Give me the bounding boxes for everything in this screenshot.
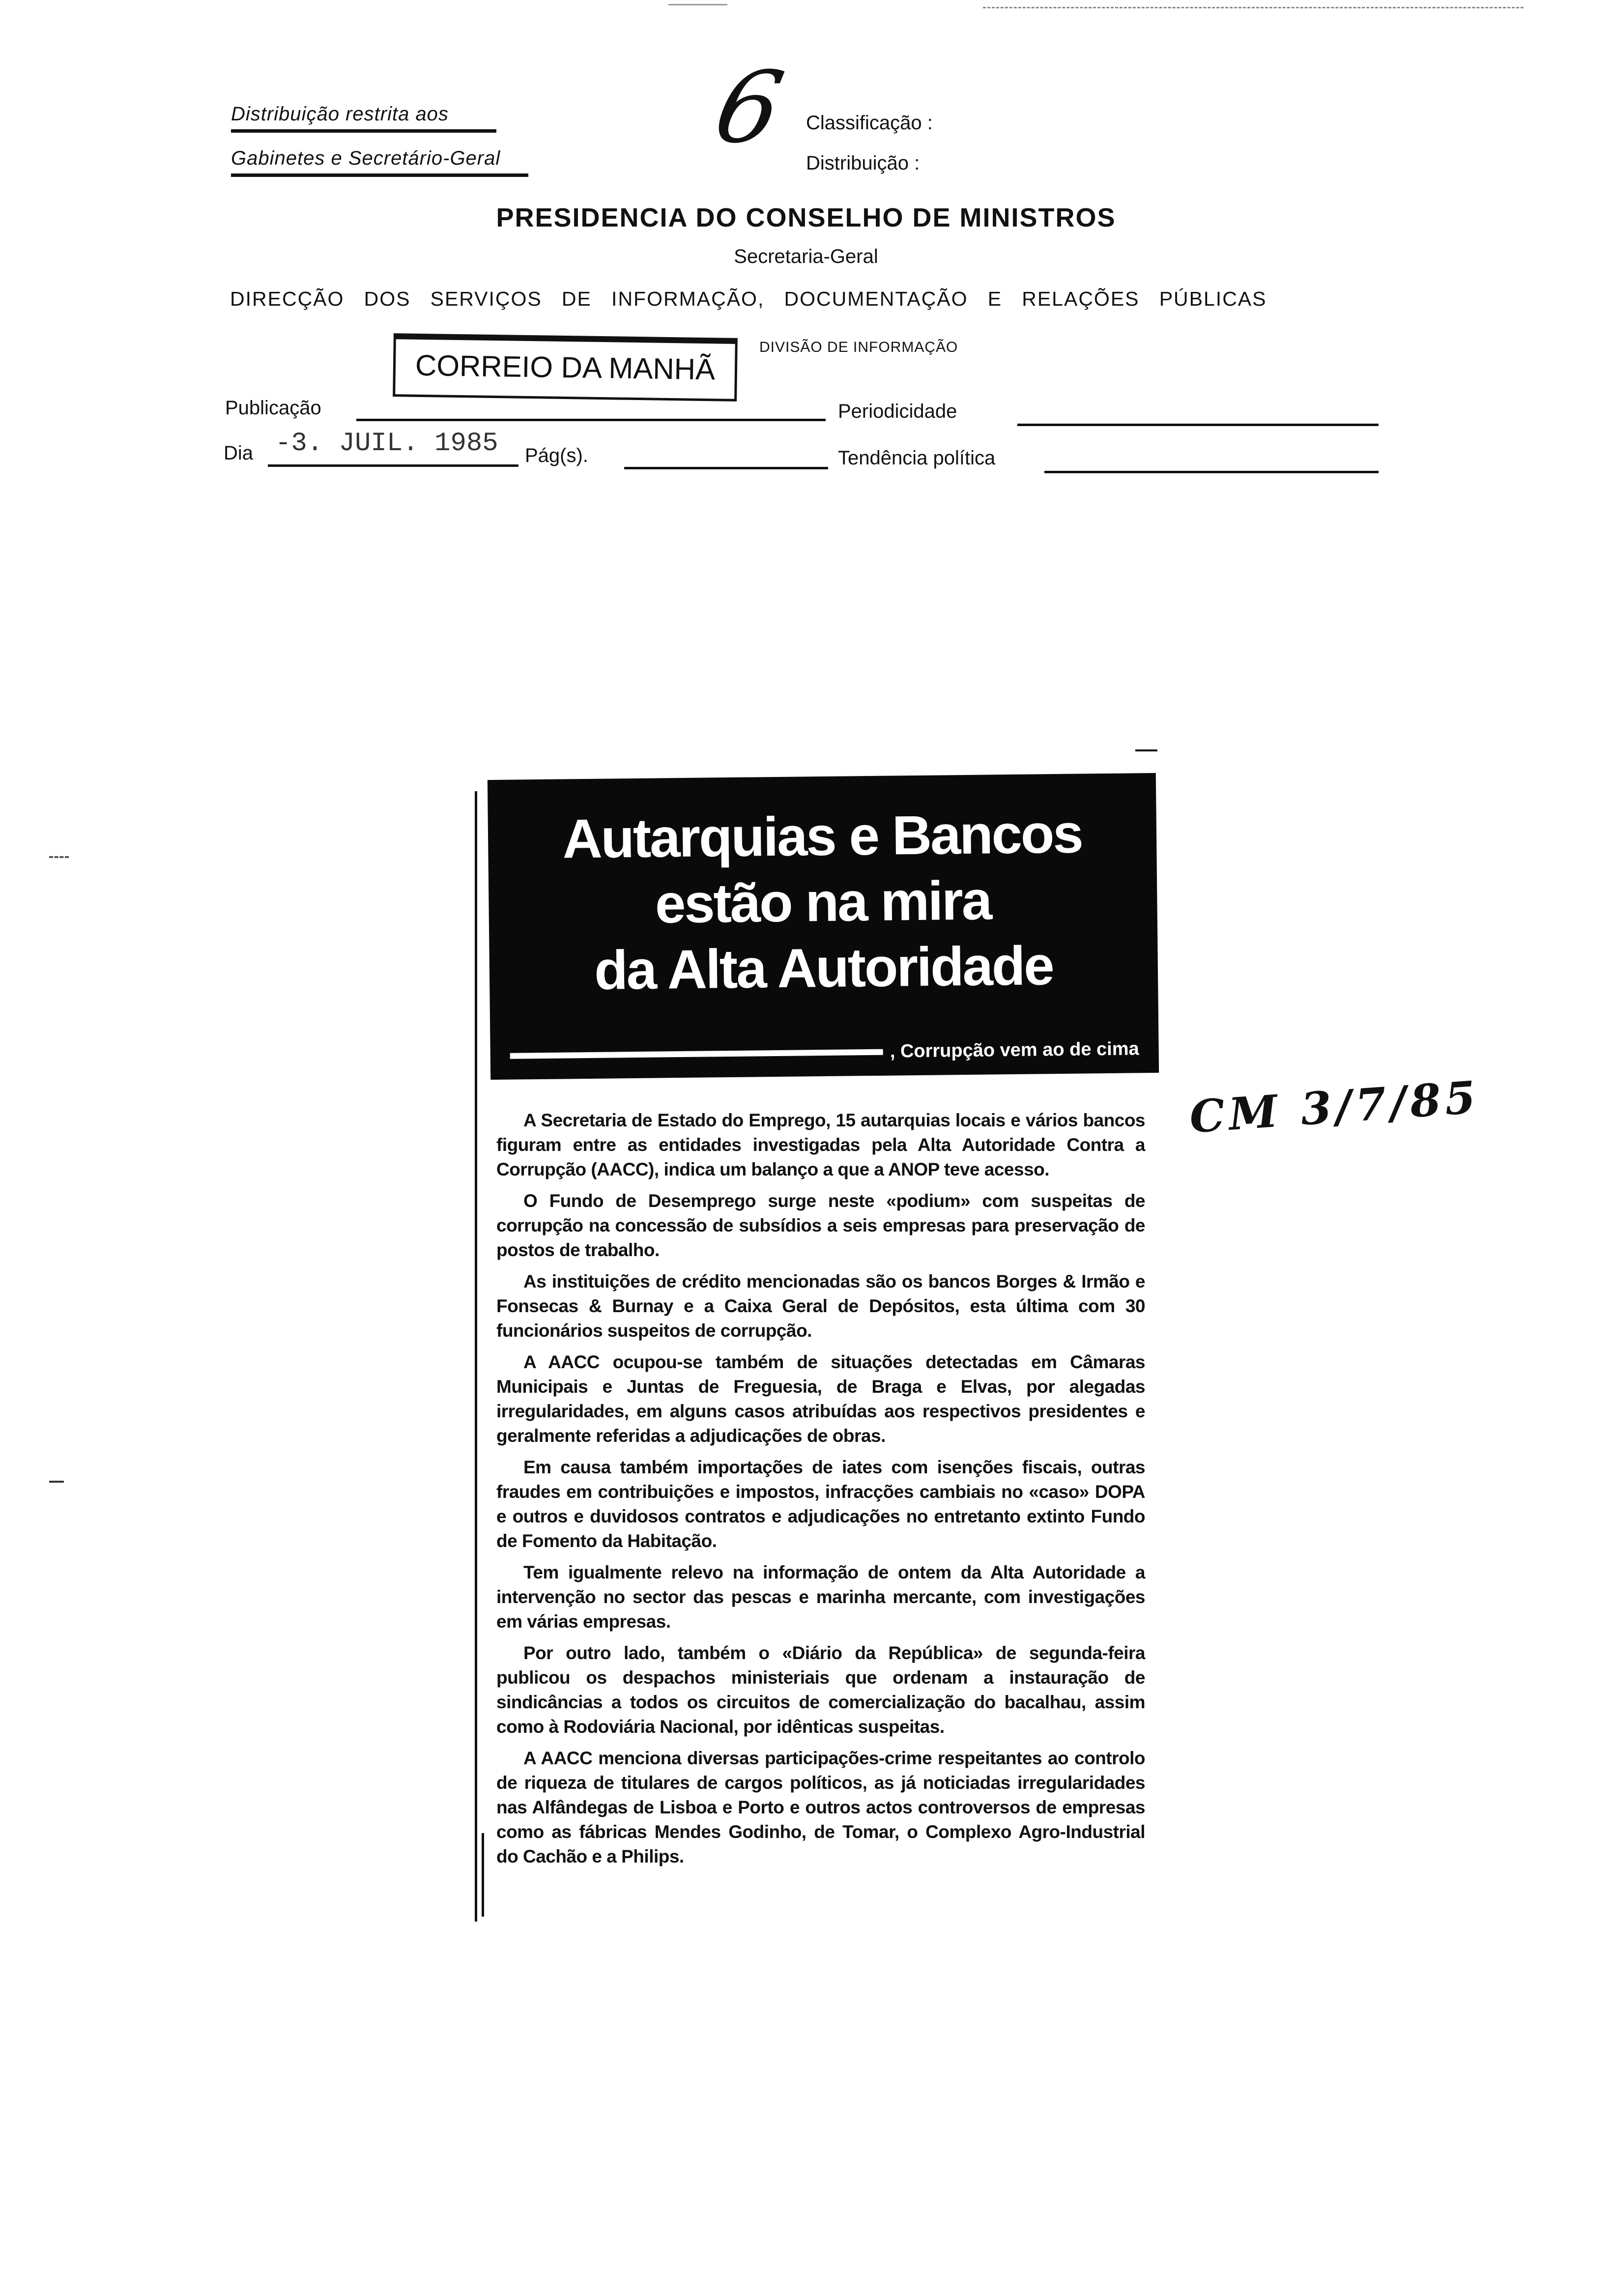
distribution-line-2: Gabinetes e Secretário-Geral xyxy=(231,147,528,177)
handwritten-page-number: 6 xyxy=(705,51,793,165)
small-rule xyxy=(1135,749,1157,751)
article-paragraph: A AACC menciona diversas participações-crime respeitantes ao controlo de riqueza de titulares de cargos políticos, as já noticiadas irregularidades nas Alfândegas de Lisboa e Porto e outros actos controversos de empresas como as fábricas Mendes Godinho, de Tomar, o Complexo Agro-Industrial do Cachão e a Philips. xyxy=(496,1748,1145,1866)
tendencia-label: Tendência política xyxy=(838,447,996,469)
pags-field[interactable] xyxy=(624,467,828,469)
headline-line-2: estão na mira xyxy=(655,869,991,935)
article-paragraph: A AACC ocupou-se também de situações detectadas em Câmaras Municipais e Juntas de Freguesia, de Braga e Elvas, por alegadas irregularidades, em alguns casos atribuídas aos respectivos presidentes e geralmente referidas a adjudicações de obras. xyxy=(496,1352,1145,1446)
dia-field[interactable] xyxy=(268,464,518,467)
article-paragraph: A Secretaria de Estado do Emprego, 15 autarquias locais e vários bancos figuram entre as entidades investigadas pela Alta Autoridade Contra a Corrupção (AACC), indica um balanço a que a ANOP teve acesso. xyxy=(496,1110,1145,1179)
handwritten-annotation: CM 3/7/85 xyxy=(1188,1071,1481,1144)
publicacao-label: Publicação xyxy=(225,397,321,419)
article-paragraph: As instituições de crédito mencionadas são os bancos Borges & Irmão e Fonsecas & Burnay e a Caixa Geral de Depósitos, esta última com 30 funcionários suspeitos de corrupção. xyxy=(496,1271,1145,1341)
periodicidade-field[interactable] xyxy=(1017,424,1379,426)
headline-line-1: Autarquias e Bancos xyxy=(562,803,1083,870)
kicker-bar xyxy=(510,1049,883,1059)
pags-label: Pág(s). xyxy=(525,445,588,466)
scan-mark xyxy=(668,4,727,5)
stamp-text: CORREIO DA MANHÃ xyxy=(415,348,716,386)
page-title: PRESIDENCIA DO CONSELHO DE MINISTROS xyxy=(496,203,1116,232)
column-rule xyxy=(475,791,477,1922)
classificacao-label: Classificação : xyxy=(806,112,933,134)
dia-value: -3. JUIL. 1985 xyxy=(275,429,498,459)
scan-mark xyxy=(49,856,69,858)
direction-line: DIRECÇÃO DOS SERVIÇOS DE INFORMAÇÃO, DOCUMENTAÇÃO E RELAÇÕES PÚBLICAS xyxy=(230,287,1267,310)
article-paragraph: Por outro lado, também o «Diário da República» de segunda-feira publicou os despachos ministeriais que ordenam a instauração de sindicâncias a todos os circuitos de comercialização do bacalhau, assim como à Rodoviária Nacional, por idênticas suspeitas. xyxy=(496,1643,1145,1737)
article-body xyxy=(496,1108,1145,1876)
periodicidade-label: Periodicidade xyxy=(838,401,957,422)
column-rule xyxy=(482,1833,484,1917)
article-paragraph: Tem igualmente relevo na informação de ontem da Alta Autoridade a intervenção no sector das pescas e marinha mercante, com investigações em várias empresas. xyxy=(496,1562,1145,1632)
kicker-text: , Corrupção vem ao de cima xyxy=(890,1038,1139,1062)
headline xyxy=(488,800,1158,1004)
headline-line-3: da Alta Autoridade xyxy=(594,935,1054,1001)
tendencia-field[interactable] xyxy=(1044,471,1379,473)
distribuicao-label: Distribuição : xyxy=(806,152,920,174)
publicacao-field[interactable] xyxy=(356,419,826,421)
publication-stamp xyxy=(393,333,738,402)
dia-label: Dia xyxy=(224,442,254,464)
scan-mark xyxy=(983,7,1524,8)
page-subtitle: Secretaria-Geral xyxy=(734,246,878,267)
distribution-line-1: Distribuição restrita aos xyxy=(231,103,496,133)
article-paragraph: O Fundo de Desemprego surge neste «podium» com suspeitas de corrupção na concessão de subsídios a seis empresas para preservação de postos de trabalho. xyxy=(496,1191,1145,1260)
scan-mark xyxy=(49,1481,64,1483)
division-label: DIVISÃO DE INFORMAÇÃO xyxy=(759,339,958,355)
article-paragraph: Em causa também importações de iates com isenções fiscais, outras fraudes em contribuições e impostos, infracções cambiais no «caso» DOPA e outros e duvidosos contratos e adjudicações no entretanto extinto Fundo de Fomento da Habitação. xyxy=(496,1457,1145,1551)
headline-box xyxy=(488,773,1159,1080)
kicker xyxy=(510,1038,1139,1066)
